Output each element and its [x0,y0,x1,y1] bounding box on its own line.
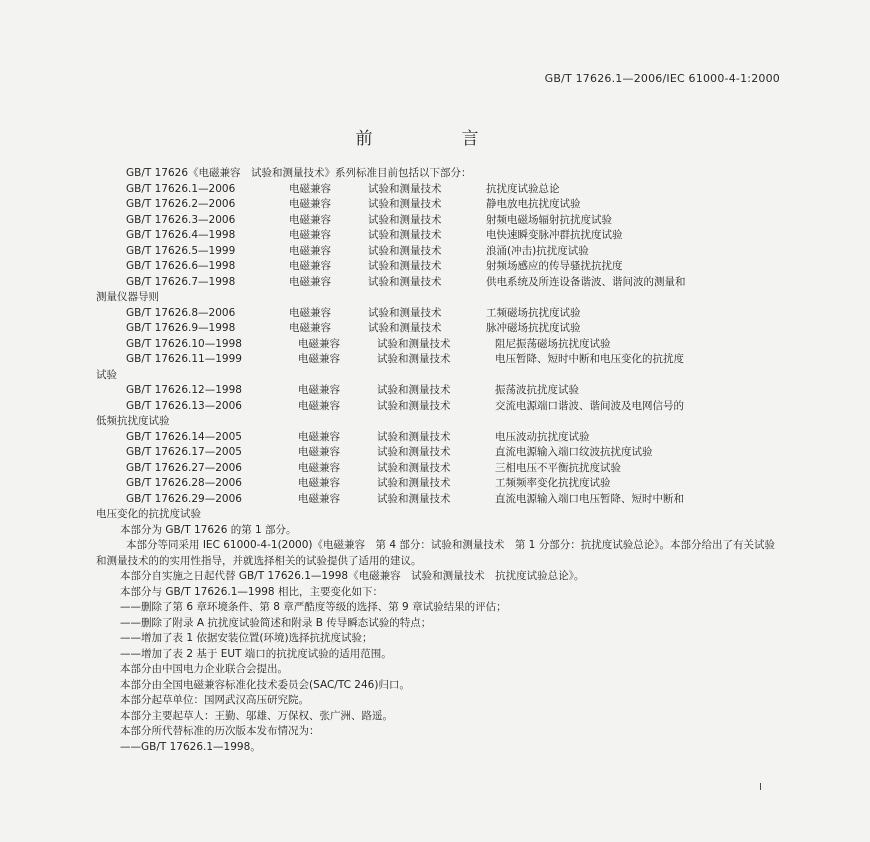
paragraph: 本部分为 GB/T 17626 的第 1 部分。 [120,523,297,536]
standard-list-item [96,228,780,244]
standard-list-item [96,213,780,229]
paragraph: 本部分主要起草人：王勤、邬雄、万保权、张广洲、路遥。 [120,709,393,722]
standard-category: 电磁兼容 [298,353,340,365]
standard-name: 射频电磁场辐射抗扰度试验 [486,213,612,226]
standard-category: 电磁兼容 [289,306,331,319]
standard-category: 电磁兼容 [289,275,331,288]
standard-code: GB/T 17626.17—2005 [126,446,242,458]
standard-list-item [96,259,780,275]
change-item: ——增加了表 2 基于 EUT 端口的抗扰度试验的适用范围。 [120,647,392,660]
standard-category: 电磁兼容 [289,244,331,257]
standard-code: GB/T 17626.12—1998 [126,384,242,396]
standard-subcategory: 试验和测量技术 [368,229,442,241]
standard-list-item [96,430,780,446]
change-item: ——删除了附录 A 抗扰度试验简述和附录 B 传导瞬态试验的特点； [120,616,432,629]
standard-code: GB/T 17626.28—2006 [126,477,242,489]
standard-list-item [96,383,780,399]
change-item: ——增加了表 1 依据安装位置(环境)选择抗扰度试验； [120,632,373,644]
standard-list-item [96,182,780,198]
standard-code: GB/T 17626.4—1998 [126,229,236,241]
standard-category: 电磁兼容 [289,198,331,210]
standard-subcategory: 试验和测量技术 [377,337,451,350]
standard-name-continuation: 测量仪器导则 [96,291,159,303]
paragraph: 本部分起草单位：国网武汉高压研究院。 [120,694,309,706]
standard-code: GB/T 17626.11—1999 [126,353,242,365]
standard-list-item [96,197,780,213]
standard-subcategory: 试验和测量技术 [377,461,451,474]
paragraph: 本部分由全国电磁兼容标准化技术委员会(SAC/TC 246)归口。 [120,678,410,691]
standard-category: 电磁兼容 [289,322,331,334]
standard-category: 电磁兼容 [298,477,340,489]
page-title: 前 言 [355,129,515,149]
standard-code: GB/T 17626.8—2006 [126,306,236,319]
paragraph [96,538,780,569]
standard-name: 电压波动抗扰度试验 [495,430,590,443]
standard-name: 电压暂降、短时中断和电压变化的抗扰度 [495,353,684,365]
standard-category: 电磁兼容 [298,446,340,458]
standard-list-item [96,352,780,368]
standard-list-item [96,476,780,492]
standard-subcategory: 试验和测量技术 [368,275,442,288]
standard-list-item [96,321,780,337]
standard-subcategory: 试验和测量技术 [368,244,442,257]
standard-name: 直流电源输入端口纹波抗扰度试验 [495,446,653,458]
change-item: ——删除了第 6 章环境条件、第 8 章严酷度等级的选择、第 9 章试验结果的评估； [120,601,507,613]
standard-code: GB/T 17626.14—2005 [126,430,242,443]
standard-subcategory: 试验和测量技术 [377,384,451,396]
standards-list [96,182,780,523]
standard-list-item [96,337,780,353]
standard-name: 交流电源端口谐波、谐间波及电网信号的 [495,399,684,412]
standard-list-item [96,306,780,322]
standard-name: 供电系统及所连设备谐波、谐间波的测量和 [486,275,686,288]
standard-name: 三相电压不平衡抗扰度试验 [495,461,621,474]
standard-name: 浪涌(冲击)抗扰度试验 [486,244,589,257]
standard-subcategory: 试验和测量技术 [368,182,442,195]
standard-list-item [96,492,780,508]
standard-subcategory: 试验和测量技术 [368,322,442,334]
standard-category: 电磁兼容 [298,492,340,505]
standard-category: 电磁兼容 [289,260,331,272]
standard-code: GB/T 17626.9—1998 [126,322,236,334]
standard-subcategory: 试验和测量技术 [377,446,451,458]
standard-subcategory: 试验和测量技术 [377,477,451,489]
standard-subcategory: 试验和测量技术 [368,260,442,272]
standard-list-item [96,399,780,415]
standard-name: 静电放电抗扰度试验 [486,198,581,210]
standard-code: GB/T 17626.13—2006 [126,399,242,412]
standard-code-header: GB/T 17626.1—2006/IEC 61000-4-1:2000 [544,72,780,85]
standard-category: 电磁兼容 [298,384,340,396]
standard-name: 射频场感应的传导骚扰抗扰度 [486,260,623,272]
paragraph: 本部分由中国电力企业联合会提出。 [120,663,288,675]
standard-code: GB/T 17626.7—1998 [126,275,236,288]
page-number: I [759,782,762,793]
standard-name: 脉冲磁场抗扰度试验 [486,322,581,334]
standard-name: 电快速瞬变脉冲群抗扰度试验 [486,229,623,241]
standard-code: GB/T 17626.10—1998 [126,337,242,350]
standard-code: GB/T 17626.5—1999 [126,244,236,257]
standard-subcategory: 试验和测量技术 [377,353,451,365]
standard-category: 电磁兼容 [298,399,340,412]
standard-code: GB/T 17626.27—2006 [126,461,242,474]
standard-code: GB/T 17626.6—1998 [126,260,236,272]
standard-category: 电磁兼容 [298,430,340,443]
standard-list-item [96,445,780,461]
standard-category: 电磁兼容 [289,229,331,241]
standard-subcategory: 试验和测量技术 [377,492,451,505]
standard-name-continuation: 电压变化的抗扰度试验 [96,508,201,520]
standard-name: 振荡波抗扰度试验 [495,384,579,396]
standard-category: 电磁兼容 [289,213,331,226]
standard-category: 电磁兼容 [289,182,331,195]
standard-name: 阻尼振荡磁场抗扰度试验 [495,337,611,350]
standard-name: 工频频率变化抗扰度试验 [495,477,611,489]
standard-list-item [96,275,780,291]
standard-subcategory: 试验和测量技术 [377,399,451,412]
standard-code: GB/T 17626.3—2006 [126,213,236,226]
standard-name: 工频磁场抗扰度试验 [486,306,581,319]
standard-name: 直流电源输入端口电压暂降、短时中断和 [495,492,684,505]
standard-code: GB/T 17626.2—2006 [126,198,236,210]
standard-name: 抗扰度试验总论 [486,182,560,195]
standard-subcategory: 试验和测量技术 [368,306,442,319]
paragraph: 本部分所代替标准的历次版本发布情况为： [120,725,320,737]
standard-list-item [96,461,780,477]
paragraph-text: 本部分等同采用 IEC 61000-4-1(2000)《电磁兼容 第 4 部分：试验和测量技术 第 1 分部分：抗扰度试验总论》。本部分给出了有关试验和测量技术的的实用性指导，并就选择相关的试验提供了适用的建议。 [96,539,775,567]
standard-category: 电磁兼容 [298,337,340,350]
standard-subcategory: 试验和测量技术 [368,198,442,210]
paragraph: 本部分与 GB/T 17626.1—1998 相比，主要变化如下： [120,585,383,598]
paragraph: 本部分自实施之日起代替 GB/T 17626.1—1998《电磁兼容 试验和测量技术 抗扰度试验总论》。 [120,570,585,582]
standard-name-continuation: 低频抗扰度试验 [96,415,170,427]
standard-subcategory: 试验和测量技术 [377,430,451,443]
standard-subcategory: 试验和测量技术 [368,213,442,226]
document-body [96,166,780,755]
standard-category: 电磁兼容 [298,461,340,474]
standard-name-continuation: 试验 [96,368,117,381]
intro-paragraph: GB/T 17626《电磁兼容 试验和测量技术》系列标准目前包括以下部分： [126,167,472,179]
standard-code: GB/T 17626.29—2006 [126,492,242,505]
standard-list-item [96,244,780,260]
paragraph: ——GB/T 17626.1—1998。 [120,740,261,753]
standard-code: GB/T 17626.1—2006 [126,182,236,195]
